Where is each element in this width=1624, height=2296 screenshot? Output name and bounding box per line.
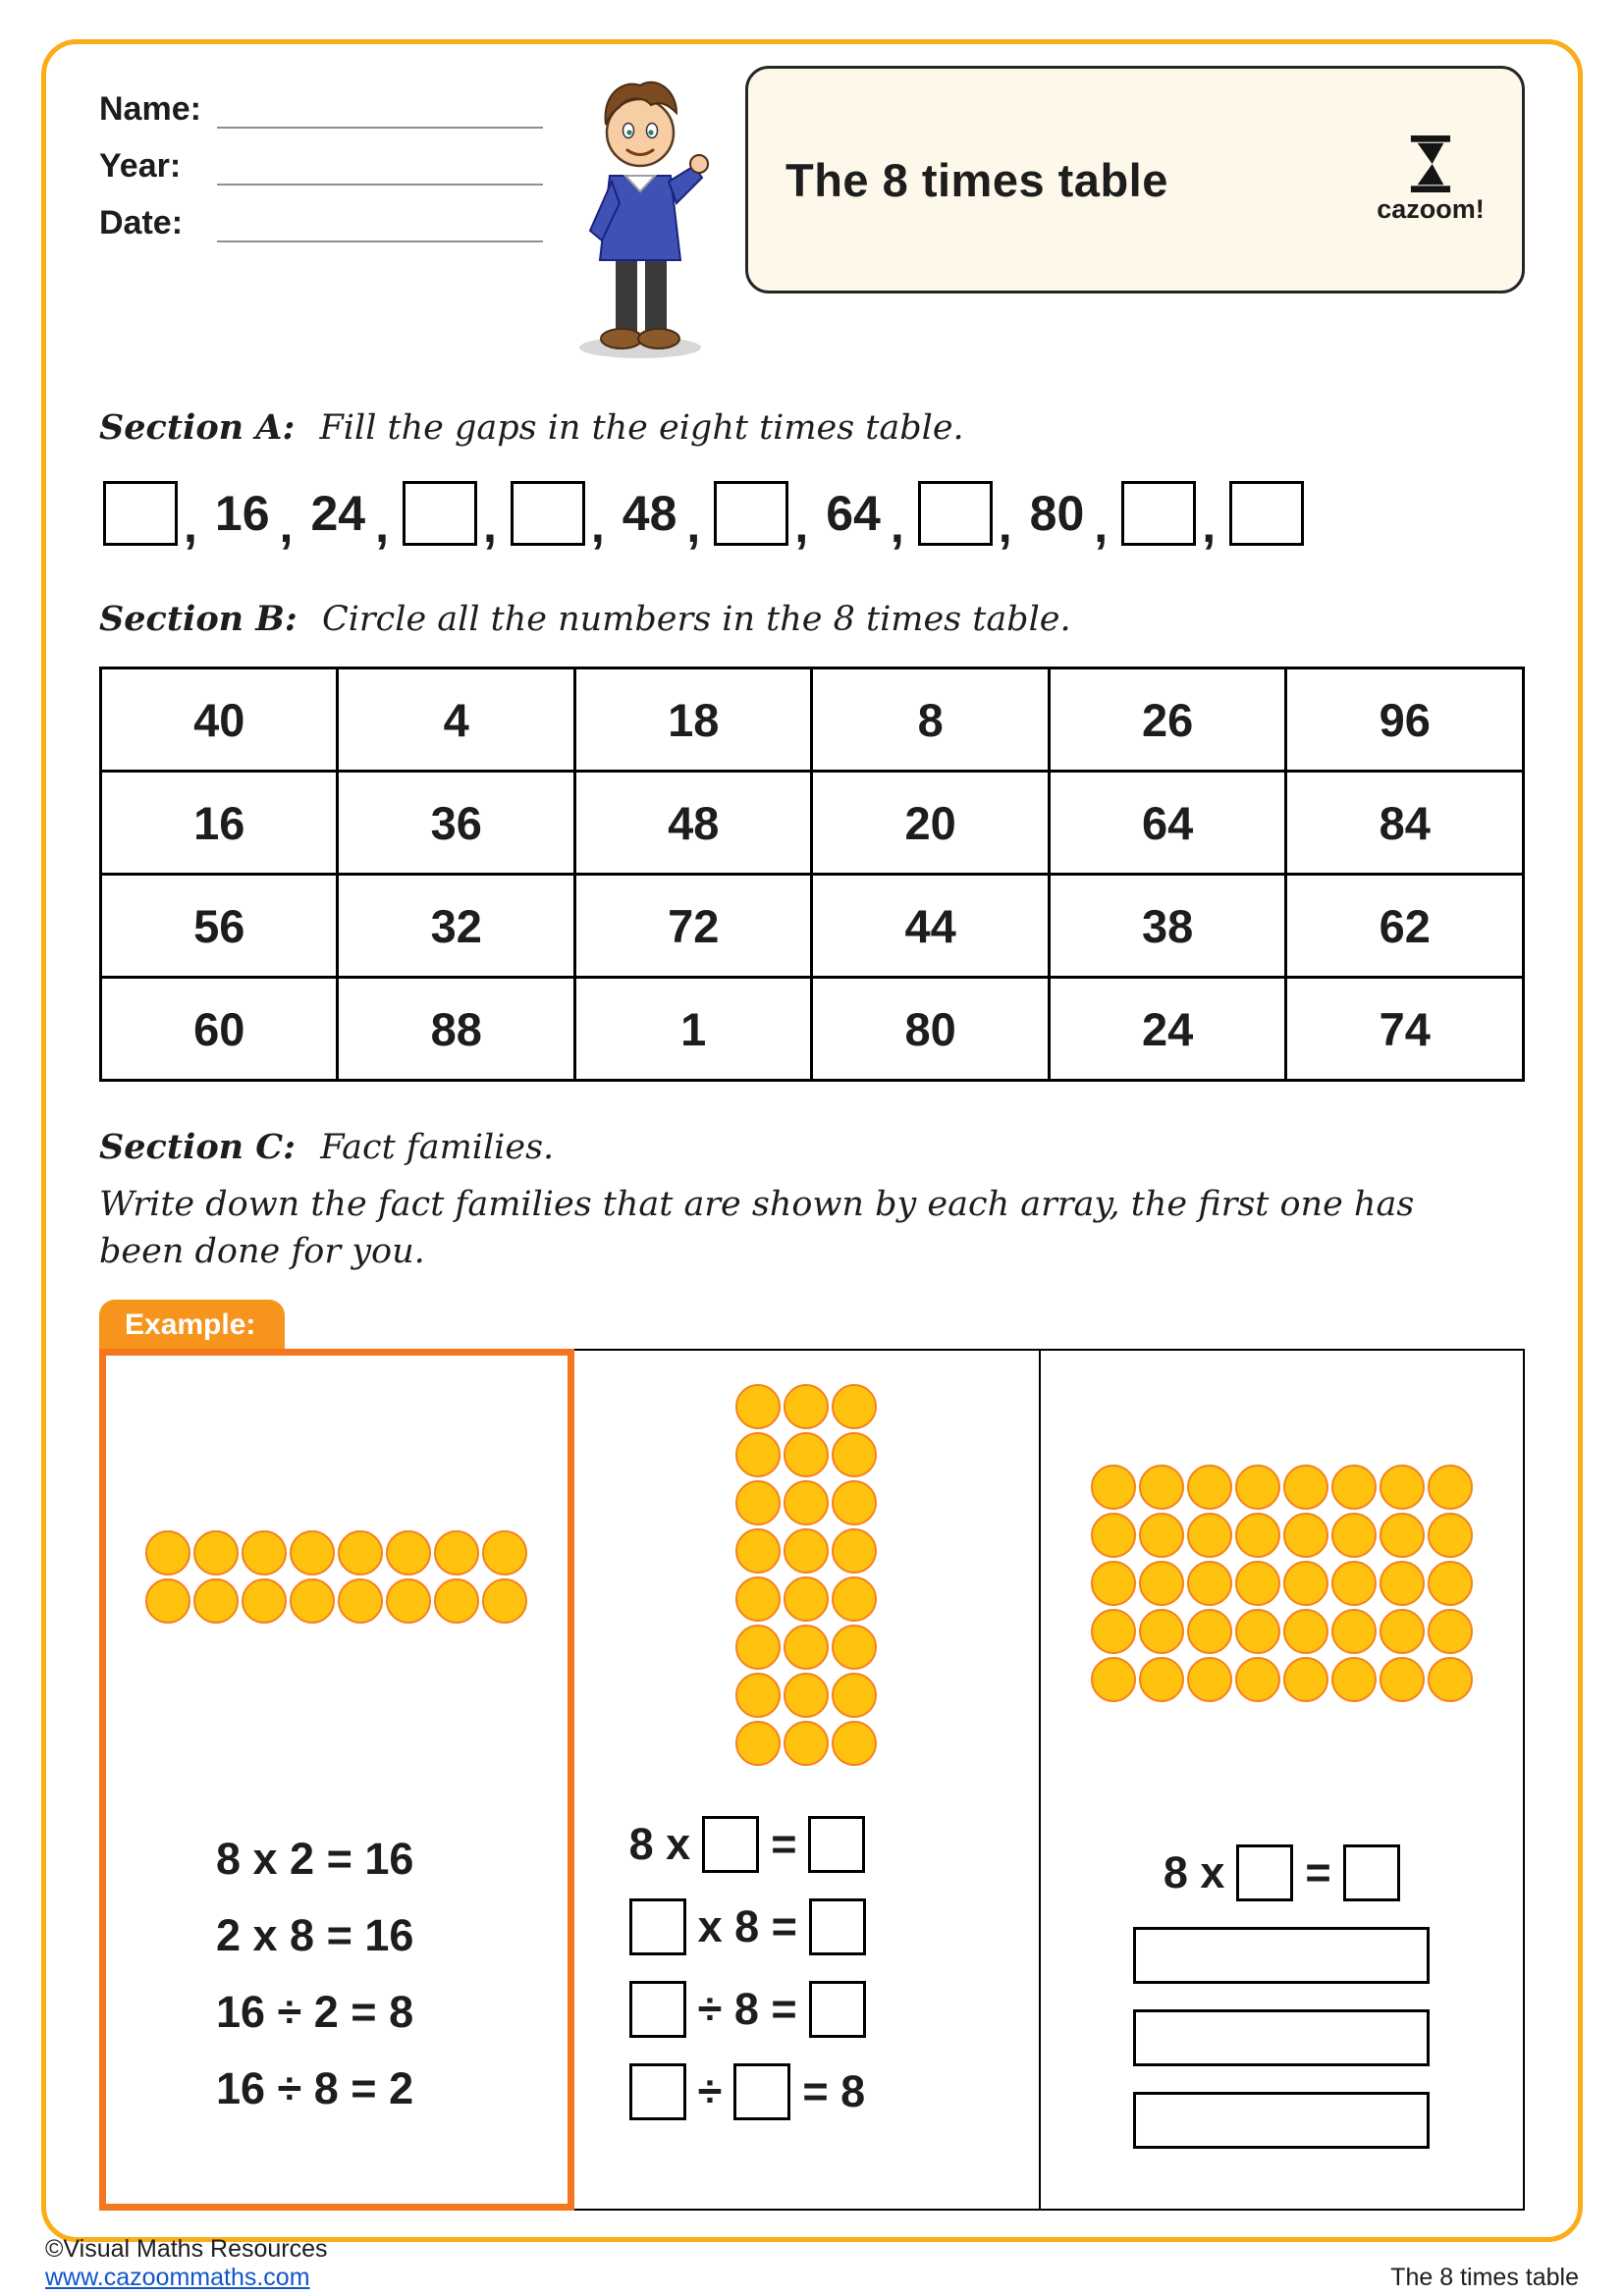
counter-dot (482, 1578, 527, 1624)
counter-dot (784, 1625, 829, 1670)
counter-dot (1331, 1561, 1377, 1606)
comma-separator: , (184, 498, 197, 553)
counter-dot (735, 1432, 781, 1477)
counter-dot (1380, 1465, 1425, 1510)
answer-box[interactable] (808, 1816, 865, 1873)
answer-box[interactable] (809, 1898, 866, 1955)
equation-line (216, 2057, 568, 2120)
counter-dot (735, 1528, 781, 1574)
equations (574, 1813, 1039, 2143)
cazoom-logo (1377, 135, 1485, 225)
answer-box[interactable] (1236, 1844, 1293, 1901)
question-2-panel (574, 1351, 1041, 2209)
counter-dot (784, 1576, 829, 1622)
counter-dot (1428, 1465, 1473, 1510)
section-b-heading (99, 599, 1525, 639)
grid-number-cell[interactable]: 88 (338, 978, 574, 1081)
equation-line (629, 1978, 1039, 2041)
counter-dot (1283, 1561, 1328, 1606)
grid-number-cell[interactable]: 60 (101, 978, 338, 1081)
counter-dot (1428, 1561, 1473, 1606)
section-c-description: Write down the fact families that are shown by each array, the first one has been done for you. (99, 1185, 1415, 1272)
section-c-label: Section C: (99, 1127, 297, 1167)
grid-number-cell[interactable]: 36 (338, 772, 574, 875)
name-input-line[interactable] (217, 93, 543, 129)
answer-box[interactable] (918, 481, 993, 546)
counter-dot (1139, 1561, 1184, 1606)
dot-array (106, 1530, 568, 1624)
grid-number-cell[interactable]: 44 (812, 875, 1049, 978)
equation-text: x 8 = (697, 1900, 797, 1951)
counter-dot (1091, 1609, 1136, 1654)
grid-number-cell[interactable]: 56 (101, 875, 338, 978)
grid-number-cell[interactable]: 64 (1049, 772, 1285, 875)
grid-number-cell[interactable]: 4 (338, 668, 574, 772)
counter-dot (832, 1721, 877, 1766)
counter-dot (735, 1673, 781, 1718)
sequence-number: 48 (622, 486, 677, 541)
counter-dot (784, 1384, 829, 1429)
year-field-row (99, 142, 543, 186)
equation-text: 16 ÷ 8 = 2 (216, 2062, 414, 2113)
answer-box[interactable] (1121, 481, 1196, 546)
footer-credit-block (45, 2235, 328, 2292)
counter-dot (1235, 1513, 1280, 1558)
counter-dot (386, 1530, 431, 1575)
equation-text: 8 x (1163, 1846, 1225, 1897)
number-grid-row (101, 875, 1524, 978)
section-a-instruction: Fill the gaps in the eight times table. (319, 408, 964, 448)
number-grid-row (101, 978, 1524, 1081)
answer-box[interactable] (1133, 2092, 1430, 2149)
grid-number-cell[interactable]: 96 (1286, 668, 1524, 772)
year-input-line[interactable] (217, 150, 543, 186)
sequence-number: 16 (214, 486, 270, 541)
logo-text: cazoom! (1377, 193, 1485, 224)
date-input-line[interactable] (217, 207, 543, 242)
grid-number-cell[interactable]: 62 (1286, 875, 1524, 978)
page-border-frame (41, 39, 1583, 2242)
worksheet-title: The 8 times table (785, 153, 1168, 206)
grid-number-cell[interactable]: 84 (1286, 772, 1524, 875)
counter-dot (386, 1578, 431, 1624)
sequence-number: 80 (1029, 486, 1085, 541)
question-3-panel (1041, 1351, 1523, 2209)
equation-line (216, 1828, 568, 1891)
counter-dot (1380, 1561, 1425, 1606)
worksheet-title-box (745, 66, 1525, 294)
hourglass-icon (1408, 135, 1453, 192)
counter-dot (735, 1384, 781, 1429)
example-tab: Example: (99, 1300, 285, 1350)
grid-number-cell[interactable]: 20 (812, 772, 1049, 875)
answer-box[interactable] (1343, 1844, 1400, 1901)
cartoon-boy-icon (549, 66, 731, 360)
counter-dot (1187, 1513, 1232, 1558)
equation-text: 8 x (628, 1818, 691, 1869)
footer (45, 2235, 1579, 2292)
counter-dot (145, 1530, 190, 1575)
equation-text: ÷ (697, 2065, 723, 2116)
date-label: Date: (99, 204, 184, 241)
comma-separator: , (1202, 498, 1217, 553)
comma-separator: , (279, 498, 294, 553)
comma-separator: , (375, 498, 389, 553)
counter-dot (1187, 1465, 1232, 1510)
grid-number-cell[interactable]: 48 (574, 772, 811, 875)
grid-number-cell[interactable]: 32 (338, 875, 574, 978)
counter-dot (1428, 1609, 1473, 1654)
grid-number-cell[interactable]: 80 (812, 978, 1049, 1081)
equations (106, 1828, 568, 2134)
counter-dot (290, 1578, 335, 1624)
counter-dot (784, 1432, 829, 1477)
answer-box[interactable] (103, 481, 178, 546)
equation-text: 16 ÷ 2 = 8 (216, 1986, 414, 2037)
answer-box[interactable] (511, 481, 585, 546)
section-b-instruction: Circle all the numbers in the 8 times table. (321, 600, 1071, 639)
comma-separator: , (998, 498, 1012, 553)
counter-dot (1380, 1513, 1425, 1558)
counter-dot (735, 1480, 781, 1525)
example-panel (99, 1349, 574, 2211)
counter-dot (193, 1578, 239, 1624)
answer-box[interactable] (1133, 2009, 1430, 2066)
counter-dot (145, 1578, 190, 1624)
counter-dot (735, 1625, 781, 1670)
panels-container (99, 1349, 1525, 2211)
equation-line (629, 1896, 1039, 1958)
equation-line (216, 1981, 568, 2044)
counter-dot (784, 1480, 829, 1525)
counter-dot (1235, 1657, 1280, 1702)
equation-line (1133, 2006, 1430, 2069)
counter-dot (1283, 1465, 1328, 1510)
counter-dot (1428, 1657, 1473, 1702)
equations (1041, 1842, 1523, 2171)
comma-separator: , (686, 498, 701, 553)
grid-number-cell[interactable]: 72 (574, 875, 811, 978)
counter-dot (784, 1673, 829, 1718)
grid-number-cell[interactable]: 38 (1049, 875, 1285, 978)
counter-dot (1235, 1609, 1280, 1654)
comma-separator: , (590, 498, 605, 553)
date-field-row (99, 199, 543, 242)
dot-array (1041, 1465, 1523, 1702)
counter-dot (1235, 1465, 1280, 1510)
counter-dot (1091, 1561, 1136, 1606)
number-grid-row (101, 772, 1524, 875)
grid-number-cell[interactable]: 8 (812, 668, 1049, 772)
equation-line (1133, 2089, 1430, 2152)
grid-number-cell[interactable]: 1 (574, 978, 811, 1081)
grid-number-cell[interactable]: 40 (101, 668, 338, 772)
answer-box[interactable] (1133, 1927, 1430, 1984)
grid-number-cell[interactable]: 16 (101, 772, 338, 875)
comma-separator: , (890, 498, 904, 553)
counter-dot (832, 1528, 877, 1574)
counter-dot (1139, 1609, 1184, 1654)
counter-dot (1187, 1657, 1232, 1702)
copyright-text: ©Visual Maths Resources (45, 2235, 328, 2263)
counter-dot (784, 1721, 829, 1766)
counter-dot (832, 1625, 877, 1670)
equation-line (1133, 1924, 1430, 1987)
number-grid (99, 667, 1525, 1082)
counter-dot (1380, 1657, 1425, 1702)
counter-dot (193, 1530, 239, 1575)
equation-text: 2 x 8 = 16 (216, 1909, 414, 1960)
answer-box[interactable] (733, 2063, 790, 2120)
comma-separator: , (482, 498, 497, 553)
footer-worksheet-title: The 8 times table (1390, 2264, 1579, 2291)
name-field-row (99, 85, 543, 129)
grid-number-cell[interactable]: 74 (1286, 978, 1524, 1081)
cazoom-website-link[interactable]: www.cazoommaths.com (45, 2264, 310, 2291)
equation-line (629, 1813, 1039, 1876)
equation-text: = 8 (802, 2065, 866, 2116)
sequence-number: 24 (310, 486, 366, 541)
counter-dot (290, 1530, 335, 1575)
counter-dot (1331, 1657, 1377, 1702)
comma-separator: , (794, 498, 809, 553)
answer-box[interactable] (629, 2063, 686, 2120)
counter-dot (1139, 1657, 1184, 1702)
counter-dot (1331, 1465, 1377, 1510)
counter-dot (1139, 1465, 1184, 1510)
counter-dot (434, 1530, 479, 1575)
counter-dot (784, 1528, 829, 1574)
answer-box[interactable] (629, 1981, 686, 2038)
counter-dot (1187, 1609, 1232, 1654)
equation-line (1164, 1842, 1400, 1904)
number-grid-row (101, 668, 1524, 772)
equation-line (216, 1904, 568, 1967)
counter-dot (1428, 1513, 1473, 1558)
counter-dot (242, 1578, 287, 1624)
counter-dot (1380, 1609, 1425, 1654)
counter-dot (434, 1578, 479, 1624)
counter-dot (1331, 1513, 1377, 1558)
counter-dot (735, 1576, 781, 1622)
answer-box[interactable] (809, 1981, 866, 2038)
sequence-number: 64 (826, 486, 881, 541)
grid-number-cell[interactable]: 24 (1049, 978, 1285, 1081)
counter-dot (338, 1578, 383, 1624)
section-c-instruction: Fact families. (320, 1128, 555, 1167)
counter-dot (1283, 1657, 1328, 1702)
equation-text: 8 x 2 = 16 (216, 1833, 414, 1884)
answer-box[interactable] (714, 481, 788, 546)
grid-number-cell[interactable]: 18 (574, 668, 811, 772)
comma-separator: , (1094, 498, 1109, 553)
sequence-row (99, 481, 1525, 553)
equation-text: = (1305, 1846, 1331, 1897)
fact-family-panels (99, 1308, 1525, 2211)
section-b-label: Section B: (99, 599, 298, 639)
equation-text: = (771, 1818, 797, 1869)
counter-dot (832, 1432, 877, 1477)
counter-dot (338, 1530, 383, 1575)
counter-dot (1091, 1465, 1136, 1510)
section-a-label: Section A: (99, 407, 296, 448)
dot-array (574, 1384, 1039, 1766)
counter-dot (1283, 1609, 1328, 1654)
counter-dot (1091, 1657, 1136, 1702)
counter-dot (1091, 1513, 1136, 1558)
equation-text: ÷ 8 = (697, 1983, 797, 2034)
counter-dot (832, 1673, 877, 1718)
counter-dot (1235, 1561, 1280, 1606)
counter-dot (735, 1721, 781, 1766)
name-label: Name: (99, 90, 201, 128)
counter-dot (832, 1480, 877, 1525)
counter-dot (832, 1384, 877, 1429)
counter-dot (1283, 1513, 1328, 1558)
header (99, 66, 1525, 352)
student-character-illustration (549, 66, 731, 365)
answer-box[interactable] (702, 1816, 759, 1873)
counter-dot (242, 1530, 287, 1575)
section-c-heading (99, 1127, 1525, 1167)
counter-dot (482, 1530, 527, 1575)
answer-box[interactable] (629, 1898, 686, 1955)
student-fields (99, 66, 543, 256)
year-label: Year: (99, 147, 182, 185)
answer-box[interactable] (403, 481, 477, 546)
answer-box[interactable] (1229, 481, 1304, 546)
counter-dot (1139, 1513, 1184, 1558)
counter-dot (832, 1576, 877, 1622)
section-a-heading (99, 407, 1525, 448)
grid-number-cell[interactable]: 26 (1049, 668, 1285, 772)
counter-dot (1187, 1561, 1232, 1606)
counter-dot (1331, 1609, 1377, 1654)
equation-line (629, 2060, 1039, 2123)
